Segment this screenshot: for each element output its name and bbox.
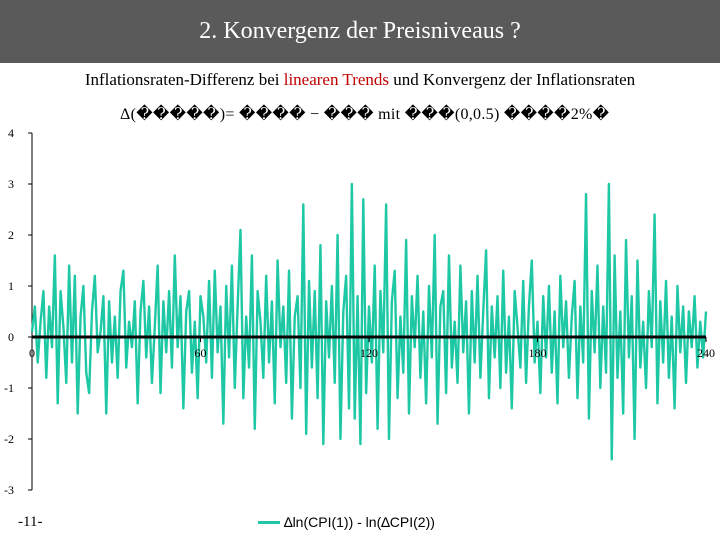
slide-title-bar	[0, 0, 720, 63]
y-tick-label: 1	[8, 279, 14, 293]
series-line	[32, 184, 706, 459]
subtitle-highlight: linearen Trends	[283, 70, 390, 89]
legend-swatch	[258, 521, 280, 524]
x-tick-label: 120	[360, 346, 378, 360]
subtitle-part-3: und Konvergenz der Inflationsraten	[389, 70, 636, 89]
y-tick-label: -2	[4, 432, 14, 446]
y-tick-label: 0	[8, 330, 14, 344]
subtitle-part-1: Inflationsraten-Differenz bei	[84, 70, 284, 89]
formula-line: Δ(�����)= ���� − ��� mit ���(0,0.5) ����2%�	[120, 106, 610, 123]
y-tick-label: -3	[4, 483, 14, 497]
line-chart	[0, 120, 720, 500]
x-tick-label: 240	[697, 346, 715, 360]
slide-title: 2. Konvergenz der Preisniveaus ?	[199, 18, 521, 44]
x-tick-label: 60	[194, 346, 207, 360]
chart-legend	[258, 514, 435, 530]
y-tick-label: 4	[8, 126, 14, 140]
legend-label: ∆ln(CPI(1)) - ln(∆CPI(2))	[284, 514, 435, 530]
y-tick-label: 2	[8, 228, 14, 242]
page-number: -11-	[18, 514, 43, 530]
y-tick-label: -1	[4, 381, 14, 395]
x-tick-label: 0	[29, 346, 35, 360]
y-tick-label: 3	[8, 177, 14, 191]
chart-subtitle	[0, 70, 720, 90]
x-tick-label: 180	[528, 346, 547, 360]
